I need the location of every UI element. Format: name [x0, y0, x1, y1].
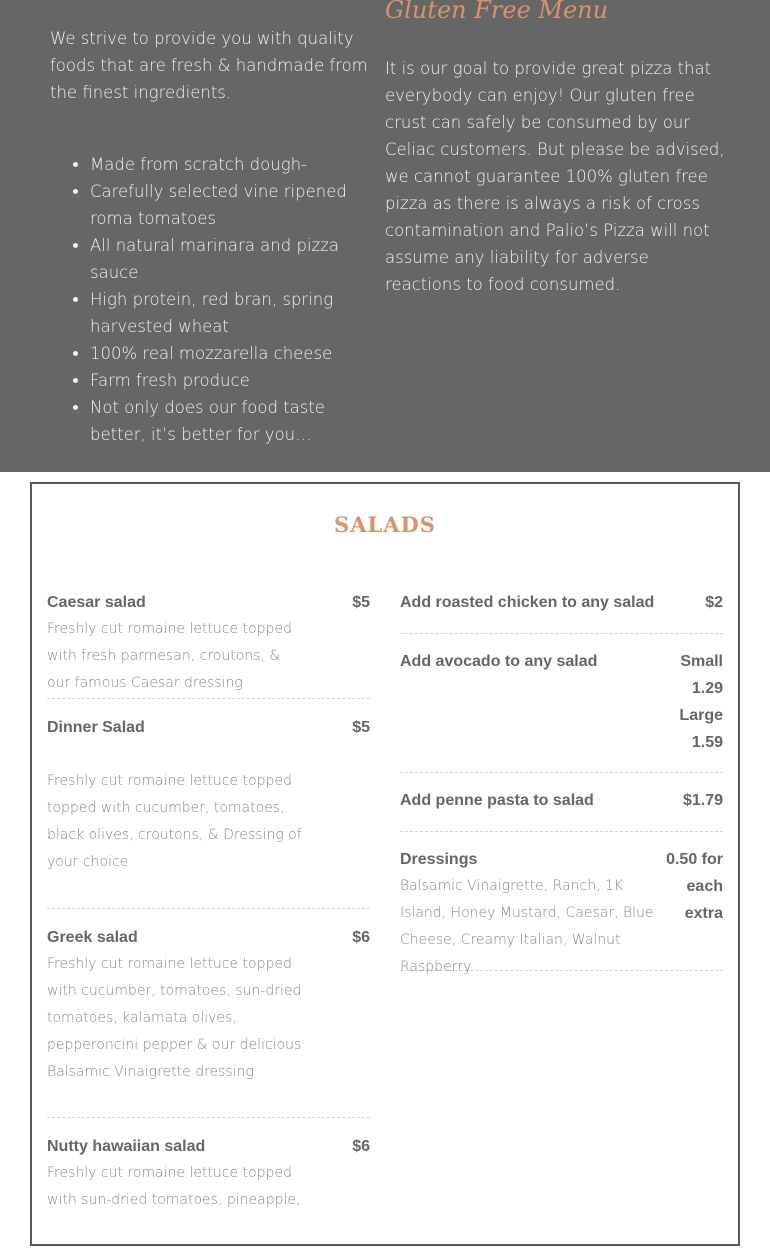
gluten-free-column	[385, 0, 725, 298]
menu-item-description: Freshly cut romaine lettuce topped with sun-dried tomatoes, pineapple,	[47, 1165, 301, 1208]
menu-item-name: Dressings	[400, 851, 478, 868]
menu-item-name: Caesar salad	[47, 594, 146, 611]
menu-item-price: $5	[352, 594, 370, 611]
salads-menu	[30, 482, 740, 1246]
feature-item: • Made from scratch dough-	[90, 151, 380, 178]
intro-section	[0, 0, 770, 472]
menu-item-price: $6	[352, 1138, 370, 1155]
menu-item-price: $5	[352, 719, 370, 736]
menu-item-description: Freshly cut romaine lettuce topped with cucumber, tomatoes, sun-dried tomatoes, kalamata olives, pepperoncini pepper & our delicious Balsamic Vinaigrette dressing	[47, 956, 302, 1080]
menu-item-name: Add penne pasta to salad	[400, 792, 594, 809]
salads-left-column	[47, 589, 370, 1253]
salads-title: SALADS	[334, 512, 436, 537]
menu-item-name: Add roasted chicken to any salad	[400, 594, 655, 611]
menu-item-price: $2	[705, 594, 723, 611]
menu-item-description: Freshly cut romaine lettuce topped topped with cucumber, tomatoes, black olives, croutons, & Dressing of your choice	[47, 773, 302, 870]
feature-item: • Farm fresh produce	[90, 367, 380, 394]
gluten-free-text: It is our goal to provide great pizza that everybody can enjoy! Our gluten free crust can safely be consumed by our Celiac customers. But please be advised, we cannot guarantee 100% gluten free pizza as there is always a risk of cross contamination and Palio’s Pizza will not assume any liability for adverse reactions to food consumed.	[385, 59, 725, 294]
menu-item-price: $6	[352, 929, 370, 946]
menu-item	[47, 589, 370, 699]
menu-item	[47, 1133, 370, 1253]
feature-item: • Not only does our food taste better, it’s better for you…	[90, 394, 380, 448]
menu-item	[47, 714, 370, 909]
menu-item-price: $1.79	[682, 792, 723, 809]
menu-item-name: Nutty hawaiian salad	[47, 1138, 206, 1155]
menu-item	[400, 589, 723, 634]
menu-item-name: Greek salad	[47, 929, 138, 946]
gluten-free-heading: Gluten Free Menu	[385, 0, 609, 24]
menu-item	[400, 648, 723, 773]
menu-item-price: 0.50 for each extra	[666, 851, 723, 922]
menu-item-description: Balsamic Vinaigrette, Ranch, 1K Island, Honey Mustard, Caesar, Blue Cheese, Creamy Italian, Walnut Raspberry	[400, 878, 654, 975]
menu-item	[400, 787, 723, 832]
menu-item-name: Add avocado to any salad	[400, 653, 598, 670]
menu-item-name: Dinner Salad	[47, 719, 145, 736]
menu-item	[47, 924, 370, 1118]
intro-column	[50, 25, 380, 448]
feature-list	[50, 151, 380, 448]
feature-item: • Carefully selected vine ripened roma tomatoes	[90, 178, 380, 232]
feature-item: • High protein, red bran, spring harvested wheat	[90, 286, 380, 340]
feature-item: • All natural marinara and pizza sauce	[90, 232, 380, 286]
intro-text: We strive to provide you with quality foods that are fresh & handmade from the finest ingredients.	[50, 29, 368, 102]
menu-item-description: Freshly cut romaine lettuce topped with fresh parmesan, croutons, & our famous Caesar dressing	[47, 621, 292, 691]
feature-item: • 100% real mozzarella cheese	[90, 340, 380, 367]
salads-right-column	[400, 589, 723, 975]
menu-item-price: Small 1.29 Large 1.59	[679, 653, 723, 751]
menu-item	[400, 846, 723, 975]
